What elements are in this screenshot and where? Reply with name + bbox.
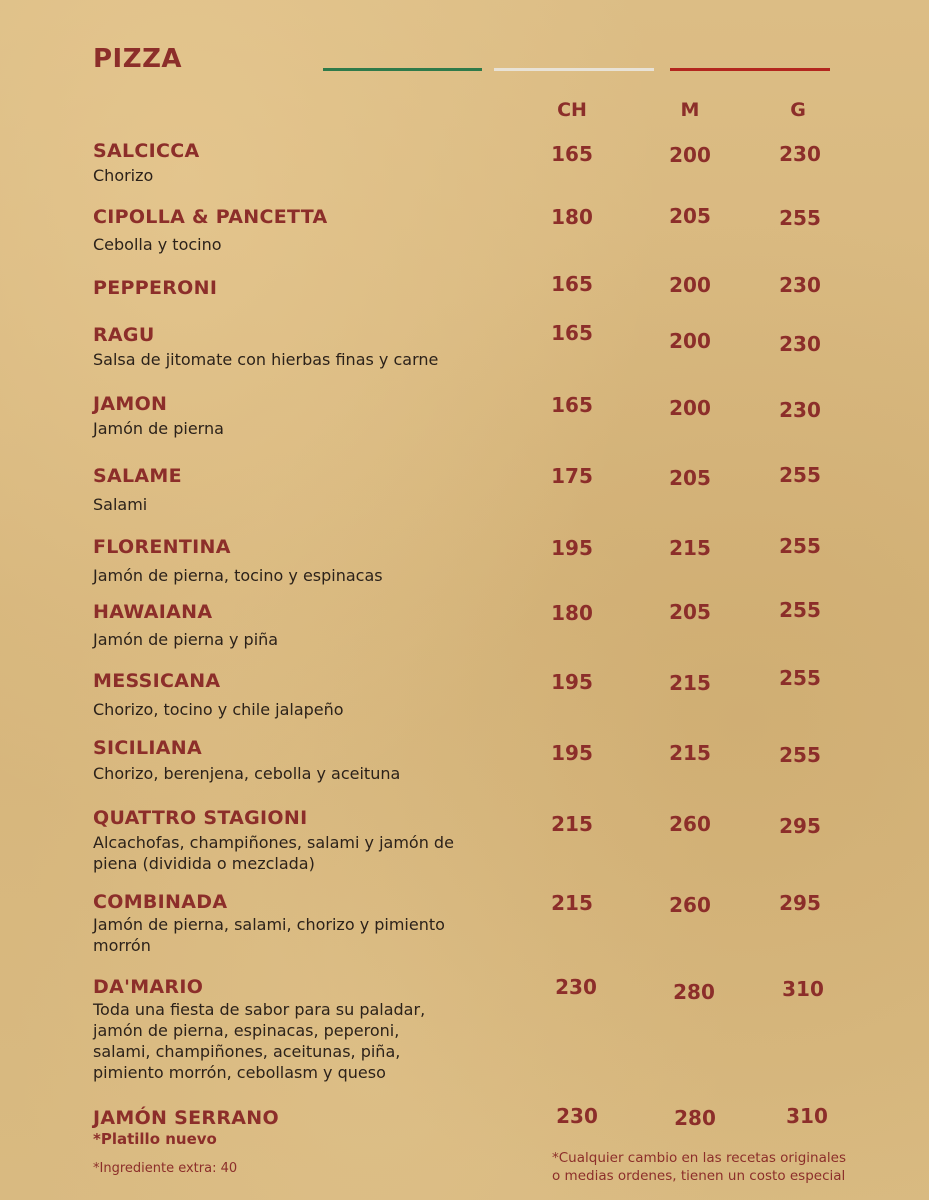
- item-description: Chorizo, tocino y chile jalapeño: [93, 700, 344, 719]
- price-m: 260: [669, 893, 711, 917]
- new-dish-label: *Platillo nuevo: [93, 1130, 217, 1148]
- flag-line-white: [494, 68, 654, 71]
- price-ch: 180: [551, 601, 593, 625]
- price-ch: 165: [551, 272, 593, 296]
- item-description: Salami: [93, 495, 148, 514]
- price-g: 230: [779, 142, 821, 166]
- menu-item-damario: [93, 975, 443, 1083]
- price-m: 205: [669, 466, 711, 490]
- menu-item-combinada: [93, 890, 463, 956]
- price-g: 255: [779, 598, 821, 622]
- price-g: 255: [779, 534, 821, 558]
- item-name: SALCICCA: [93, 140, 200, 162]
- item-name: MESSICANA: [93, 670, 221, 692]
- item-description: Chorizo: [93, 166, 154, 185]
- item-description: Salsa de jitomate con hierbas finas y carne: [93, 350, 439, 369]
- price-ch: 165: [551, 321, 593, 345]
- price-ch: 215: [551, 812, 593, 836]
- item-description: Jamón de pierna y piña: [93, 630, 279, 649]
- item-description: Cebolla y tocino: [93, 235, 222, 254]
- menu-title: PIZZA: [93, 44, 183, 74]
- price-m: 215: [669, 671, 711, 695]
- item-name: SICILIANA: [93, 737, 202, 759]
- extra-ingredient-note: *Ingrediente extra: 40: [93, 1161, 238, 1176]
- item-name: FLORENTINA: [93, 536, 231, 558]
- price-m: 280: [674, 1106, 716, 1130]
- item-description: Jamón de pierna: [93, 419, 224, 438]
- price-g: 310: [782, 977, 824, 1001]
- price-g: 310: [786, 1104, 828, 1128]
- recipe-change-note: *Cualquier cambio en las recetas originales o medias ordenes, tienen un costo especial: [552, 1150, 846, 1184]
- price-ch: 195: [551, 670, 593, 694]
- item-name: JAMON: [93, 393, 168, 415]
- item-name: PEPPERONI: [93, 277, 218, 299]
- menu-item-hawaiana: [93, 600, 473, 650]
- menu-item-pepperoni: [93, 276, 473, 300]
- price-ch: 165: [551, 142, 593, 166]
- price-m: 280: [673, 980, 715, 1004]
- item-name: COMBINADA: [93, 891, 228, 913]
- item-name: HAWAIANA: [93, 601, 213, 623]
- menu-item-jamon: [93, 392, 473, 439]
- price-m: 205: [669, 204, 711, 228]
- price-ch: 195: [551, 741, 593, 765]
- menu-item-florentina: [93, 535, 473, 586]
- price-g: 255: [779, 463, 821, 487]
- price-ch: 230: [555, 975, 597, 999]
- menu-item-ragu: [93, 323, 513, 370]
- price-g: 230: [779, 332, 821, 356]
- price-g: 255: [779, 743, 821, 767]
- price-g: 230: [779, 273, 821, 297]
- column-header-g: G: [790, 99, 806, 121]
- price-ch: 215: [551, 891, 593, 915]
- item-description: Chorizo, berenjena, cebolla y aceituna: [93, 764, 401, 783]
- price-m: 215: [669, 741, 711, 765]
- item-name: SALAME: [93, 465, 182, 487]
- price-ch: 180: [551, 205, 593, 229]
- item-name: QUATTRO STAGIONI: [93, 807, 308, 829]
- column-header-ch: CH: [557, 99, 587, 121]
- price-m: 200: [669, 329, 711, 353]
- item-name: CIPOLLA & PANCETTA: [93, 206, 328, 228]
- item-name: RAGU: [93, 324, 155, 346]
- item-name: DA'MARIO: [93, 976, 204, 998]
- price-m: 215: [669, 536, 711, 560]
- price-m: 200: [669, 143, 711, 167]
- menu-item-salame: [93, 464, 473, 515]
- menu-item-quattro-stagioni: [93, 806, 463, 874]
- item-description: Jamón de pierna, tocino y espinacas: [93, 566, 383, 585]
- price-g: 255: [779, 206, 821, 230]
- flag-line-green: [323, 68, 482, 71]
- price-ch: 195: [551, 536, 593, 560]
- price-ch: 165: [551, 393, 593, 417]
- price-m: 260: [669, 812, 711, 836]
- menu-item-siciliana: [93, 736, 473, 784]
- menu-item-salcicca: [93, 139, 473, 186]
- item-description: Toda una fiesta de sabor para su paladar, jamón de pierna, espinacas, peperoni, salami, champiñones, aceitunas, piña, pimiento morrón, cebollasm y queso: [93, 1000, 426, 1082]
- price-g: 230: [779, 398, 821, 422]
- price-g: 255: [779, 666, 821, 690]
- item-description: Jamón de pierna, salami, chorizo y pimiento morrón: [93, 915, 445, 955]
- price-m: 200: [669, 396, 711, 420]
- price-m: 200: [669, 273, 711, 297]
- price-g: 295: [779, 891, 821, 915]
- price-ch: 175: [551, 464, 593, 488]
- menu-item-jamon-serrano: [93, 1106, 473, 1148]
- flag-line-red: [670, 68, 830, 71]
- menu-item-cipolla-pancetta: [93, 205, 473, 255]
- price-ch: 230: [556, 1104, 598, 1128]
- column-header-m: M: [680, 99, 700, 121]
- price-g: 295: [779, 814, 821, 838]
- price-m: 205: [669, 600, 711, 624]
- item-name: JAMÓN SERRANO: [93, 1107, 279, 1129]
- menu-item-messicana: [93, 669, 473, 720]
- item-description: Alcachofas, champiñones, salami y jamón de piena (dividida o mezclada): [93, 833, 454, 873]
